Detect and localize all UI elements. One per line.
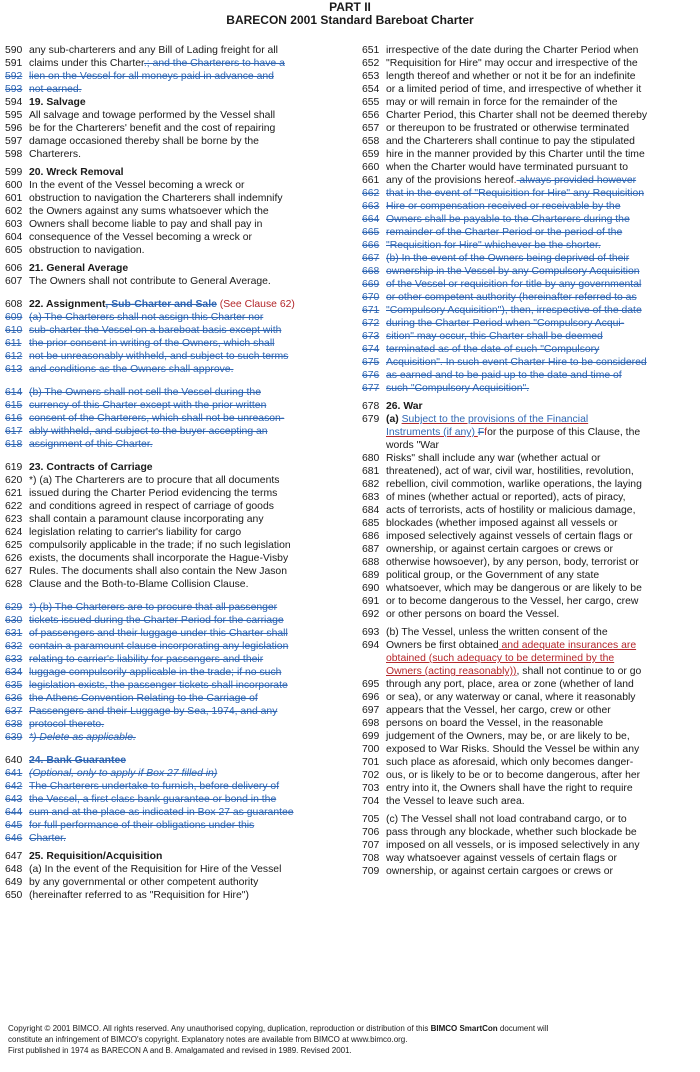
- line-641: 641 (Optional, only to apply if Box 27 filled in): [5, 768, 218, 779]
- line-644: 644 sum and at the place as indicated in Box 27 as guarantee: [5, 807, 294, 818]
- right-column: [362, 44, 698, 878]
- line-629: 629 *) (b) The Charterers are to procure that all passenger: [5, 602, 278, 613]
- line-675: 675 Acquisition". In such event Charter Hire to be considered: [362, 357, 647, 368]
- line-699: 699 judgement of the Owners, may be, or are likely to be,: [362, 731, 630, 742]
- line-624: 624 legislation relating to carrier's liability for cargo: [5, 527, 242, 538]
- line-616: 616 consent of the Charterers, which shall not be unreason-: [5, 413, 285, 424]
- line-664: 664 Owners shall be payable to the Charterers during the: [362, 214, 630, 225]
- line-687: 687 ownership, or against certain cargoes or crews or: [362, 544, 613, 555]
- line-648: 648 (a) In the event of the Requisition for Hire of the Vessel: [5, 864, 282, 875]
- line-665: 665 remainder of the Charter Period or the period of the: [362, 227, 623, 238]
- line-651: 651 irrespective of the date during the Charter Period when: [362, 45, 639, 56]
- line-654: 654 or a limited period of time, and irrespective of whether it: [362, 84, 642, 95]
- line-601: 601 obstruction to navigation the Charterers shall indemnify: [5, 193, 283, 204]
- footer-line-2: constitute an infringement of BIMCO's copyright. Explanatory notes are available from BIMCO at www.bimco.org.: [8, 1035, 408, 1044]
- line-597: 597 damage occasioned thereby shall be borne by the: [5, 136, 259, 147]
- line-634: 634 luggage compulsorily applicable in the trade; if no such: [5, 667, 282, 678]
- line-685: 685 blockades (whether imposed against all vessels or: [362, 518, 618, 529]
- line-676: 676 as earned and to be paid up to the date and time of: [362, 370, 622, 381]
- line-702: 702 ous, or is likely to be or to become dangerous, after her: [362, 770, 641, 781]
- line-708: 708 way whatsoever against vessels of certain flags or: [362, 853, 618, 864]
- line-607: 607 The Owners shall not contribute to General Average.: [5, 276, 271, 287]
- line-591: 591 claims under this Charter.; and the Charterers to have a: [5, 58, 285, 69]
- heading-bank-guarantee: 24. Bank Guarantee: [29, 755, 127, 766]
- line-603: 603 Owners shall become liable to pay and shall pay in: [5, 219, 263, 230]
- line-610: 610 sub-charter the Vessel on a bareboat basis except with: [5, 325, 282, 336]
- line-643: 643 the Vessel, a first class bank guarantee or bond in the: [5, 794, 277, 805]
- line-695: 695 through any port, place, area or zone (whether of land: [362, 679, 634, 690]
- line-625: 625 compulsorily applicable in the trade; if no such legislation: [5, 540, 291, 551]
- line-590: 590 any sub-charterers and any Bill of Lading freight for all: [5, 45, 278, 56]
- line-595: 595 All salvage and towage performed by the Vessel shall: [5, 110, 276, 121]
- line-645: 645 for full performance of their obligations under this: [5, 820, 255, 831]
- line-694-cont2: Owners (acting reasonably)), shall not continue to or go: [386, 666, 642, 677]
- line-627: 627 Rules. The documents shall also contain the New Jason: [5, 566, 287, 577]
- line-698: 698 persons on board the Vessel, in the reasonable: [362, 718, 604, 729]
- line-604: 604 consequence of the Vessel becoming a wreck or: [5, 232, 252, 243]
- line-657: 657 or thereupon to be frustrated or otherwise terminated: [362, 123, 630, 134]
- line-632: 632 contain a paramount clause incorporating any legislation: [5, 641, 289, 652]
- heading-war: 26. War: [386, 401, 423, 412]
- line-707: 707 imposed on all vessels, or is imposed selectively in any: [362, 840, 640, 851]
- line-672: 672 during the Charter Period when "Compulsory Acqui-: [362, 318, 625, 329]
- line-606: 606 21. General Average: [5, 262, 345, 275]
- line-626: 626 exists, the documents shall incorporate the Hague-Visby: [5, 553, 289, 564]
- line-662: 662 that in the event of "Requisition for Hire" any Requisition: [362, 188, 645, 199]
- document-title: BARECON 2001 Standard Bareboat Charter: [226, 13, 474, 27]
- line-621: 621 issued during the Charter Period evidencing the terms: [5, 488, 278, 499]
- line-620: 620 *) (a) The Charterers are to procure that all documents: [5, 475, 280, 486]
- line-622: 622 and conditions agreed in respect of carriage of goods: [5, 501, 274, 512]
- line-683: 683 of mines (whether actual or reported), acts of piracy,: [362, 492, 626, 503]
- line-704: 704 the Vessel to leave such area.: [362, 796, 525, 807]
- line-635: 635 legislation exists, the passenger tickets shall incorporate: [5, 680, 288, 691]
- line-598: 598 Charterers.: [5, 149, 81, 160]
- heading-general-average: 21. General Average: [29, 263, 129, 274]
- line-671: 671 "Compulsory Acquisition"), then, irrespective of the date: [362, 305, 642, 316]
- line-684: 684 acts of terrorists, acts of hostility or malicious damage,: [362, 505, 636, 516]
- line-670: 670 or other competent authority (hereinafter referred to as: [362, 292, 637, 303]
- heading-contracts-of-carriage: 23. Contracts of Carriage: [29, 462, 153, 473]
- line-679-cont: Instruments (if any) Ffor the purpose of this Clause, the: [386, 427, 641, 438]
- line-690: 690 whatsoever, which may be dangerous or are likely to be: [362, 583, 642, 594]
- line-600: 600 In the event of the Vessel becoming a wreck or: [5, 180, 245, 191]
- line-652: 652 "Requisition for Hire" may occur and irrespective of the: [362, 58, 638, 69]
- line-596: 596 be for the Charterers' benefit and the cost of repairing: [5, 123, 276, 134]
- line-678: 678 26. War: [362, 400, 698, 413]
- line-653: 653 length thereof and whether or not it be for an indefinite: [362, 71, 636, 82]
- line-697: 697 appears that the Vessel, her cargo, crew or other: [362, 705, 611, 716]
- copyright-footer: [8, 1023, 694, 1056]
- line-679: 679 (a) Subject to the provisions of the Financial: [362, 414, 589, 425]
- line-705: 705 (c) The Vessel shall not load contraband cargo, or to: [362, 814, 627, 825]
- line-630: 630 tickets issued during the Charter Period for the carriage: [5, 615, 284, 626]
- line-668: 668 ownership in the Vessel by any Compulsory Acquisition: [362, 266, 640, 277]
- line-696: 696 or sea), or any waterway or canal, where it reasonably: [362, 692, 636, 703]
- line-655: 655 may or will remain in force for the remainder of the: [362, 97, 618, 108]
- line-691: 691 or to become dangerous to the Vessel, her cargo, crew: [362, 596, 639, 607]
- line-693: 693 (b) The Vessel, unless the written consent of the: [362, 627, 608, 638]
- line-613: 613 and conditions as the Owners shall approve.: [5, 364, 234, 375]
- line-700: 700 exposed to War Risks. Should the Vessel be within any: [362, 744, 640, 755]
- line-618: 618 assignment of this Charter.: [5, 439, 153, 450]
- line-658: 658 and the Charterers shall continue to pay the stipulated: [362, 136, 635, 147]
- line-709: 709 ownership, or against certain cargoes or crews or: [362, 866, 613, 877]
- line-605: 605 obstruction to navigation.: [5, 245, 145, 256]
- line-647: 647 25. Requisition/Acquisition: [5, 850, 345, 863]
- line-680: 680 Risks" shall include any war (whether actual or: [362, 453, 601, 464]
- line-689: 689 political group, or the Government of any state: [362, 570, 600, 581]
- left-column: [5, 44, 345, 902]
- line-638: 638 protocol thereto.: [5, 719, 105, 730]
- line-602: 602 the Owners against any sums whatsoever which the: [5, 206, 269, 217]
- line-623: 623 shall contain a paramount clause incorporating any: [5, 514, 264, 525]
- line-677: 677 such "Compulsory Acquisition".: [362, 383, 530, 394]
- line-674: 674 terminated as of the date of such "Compulsory: [362, 344, 600, 355]
- line-619: 619 23. Contracts of Carriage: [5, 461, 345, 474]
- line-642: 642 The Charterers undertake to furnish, before delivery of: [5, 781, 280, 792]
- line-614: 614 (b) The Owners shall not sell the Vessel during the: [5, 387, 261, 398]
- line-637: 637 Passengers and their Luggage by Sea, 1974, and any: [5, 706, 278, 717]
- line-636: 636 the Athens Convention Relating to the Carriage of: [5, 693, 258, 704]
- line-667: 667 (b) In the event of the Owners being deprived of their: [362, 253, 630, 264]
- clause-62-reference: (See Clause 62): [219, 299, 295, 310]
- line-682: 682 rebellion, civil commotion, warlike operations, the laying: [362, 479, 642, 490]
- footer-line-3: First published in 1974 as BARECON A and B. Amalgamated and revised in 1989. Revised 2001.: [8, 1046, 352, 1055]
- line-679-words: words "War: [386, 440, 439, 451]
- line-659: 659 hire in the manner provided by this Charter until the time: [362, 149, 645, 160]
- line-650: 650 (hereinafter referred to as "Requisition for Hire"): [5, 890, 249, 901]
- line-592: 592 lien on the Vessel for all moneys paid in advance and: [5, 71, 274, 82]
- line-639: 639 *) Delete as applicable.: [5, 732, 136, 743]
- line-599: 599 20. Wreck Removal: [5, 166, 345, 179]
- line-694-cont1: obtained (such adequacy to be determined by the: [386, 653, 615, 664]
- line-694: 694 Owners be first obtained and adequate insurances are: [362, 640, 637, 651]
- line-649: 649 by any governmental or other competent authority: [5, 877, 259, 888]
- line-608: 608 22. Assignment, Sub-Charter and Sale (See Clause 62): [5, 299, 295, 310]
- line-673: 673 sition" may occur, this Charter shall be deemed: [362, 331, 603, 342]
- heading-requisition-acquisition: 25. Requisition/Acquisition: [29, 851, 163, 862]
- line-633: 633 relating to carrier's liability for passengers and their: [5, 654, 264, 665]
- line-609: 609 (a) The Charterers shall not assign this Charter nor: [5, 312, 264, 323]
- line-681: 681 threatened), act of war, civil war, hostilities, revolution,: [362, 466, 634, 477]
- line-692: 692 or other persons on board the Vessel.: [362, 609, 560, 620]
- line-640: 640 24. Bank Guarantee: [5, 754, 345, 767]
- heading-wreck-removal: 20. Wreck Removal: [29, 167, 124, 178]
- line-617: 617 ably withheld, and subject to the buyer accepting an: [5, 426, 268, 437]
- line-656: 656 Charter Period, this Charter shall not be deemed thereby: [362, 110, 648, 121]
- line-686: 686 imposed selectively against vessels of certain flags or: [362, 531, 633, 542]
- line-666: 666 "Requisition for Hire" whichever be the shorter.: [362, 240, 601, 251]
- line-663: 663 Hire or compensation received or receivable by the: [362, 201, 621, 212]
- line-701: 701 such place as aforesaid, which only becomes danger-: [362, 757, 634, 768]
- line-594: 594 19. Salvage: [5, 96, 345, 109]
- line-688: 688 otherwise howsoever), by any person, body, terrorist or: [362, 557, 639, 568]
- line-593: 593 not earned.: [5, 84, 82, 95]
- line-703: 703 entry into it, the Owners shall have the right to require: [362, 783, 633, 794]
- part-label: PART II: [329, 0, 371, 14]
- line-646: 646 Charter.: [5, 833, 66, 844]
- footer-line-1: Copyright © 2001 BIMCO. All rights reserved. Any unauthorised copying, duplication, reproduction or distribution of this BIMCO SmartCon document will: [8, 1024, 549, 1033]
- line-611: 611 the prior consent in writing of the Owners, which shall: [5, 338, 275, 349]
- line-669: 669 of the Vessel or requisition for title by any governmental: [362, 279, 642, 290]
- line-628: 628 Clause and the Both-to-Blame Collision Clause.: [5, 579, 249, 590]
- heading-assignment: 22. Assignment: [29, 299, 106, 310]
- line-615: 615 currency of this Charter except with the prior written: [5, 400, 267, 411]
- heading-salvage: 19. Salvage: [29, 97, 86, 108]
- page-header: [0, 1, 700, 27]
- line-612: 612 not be unreasonably withheld, and subject to such terms: [5, 351, 289, 362]
- line-631: 631 of passengers and their luggage under this Charter shall: [5, 628, 288, 639]
- line-660: 660 when the Charter would have terminated pursuant to: [362, 162, 629, 173]
- line-661: 661 any of the provisions hereof. always provided however: [362, 175, 637, 186]
- line-706: 706 pass through any blockade, whether such blockade be: [362, 827, 637, 838]
